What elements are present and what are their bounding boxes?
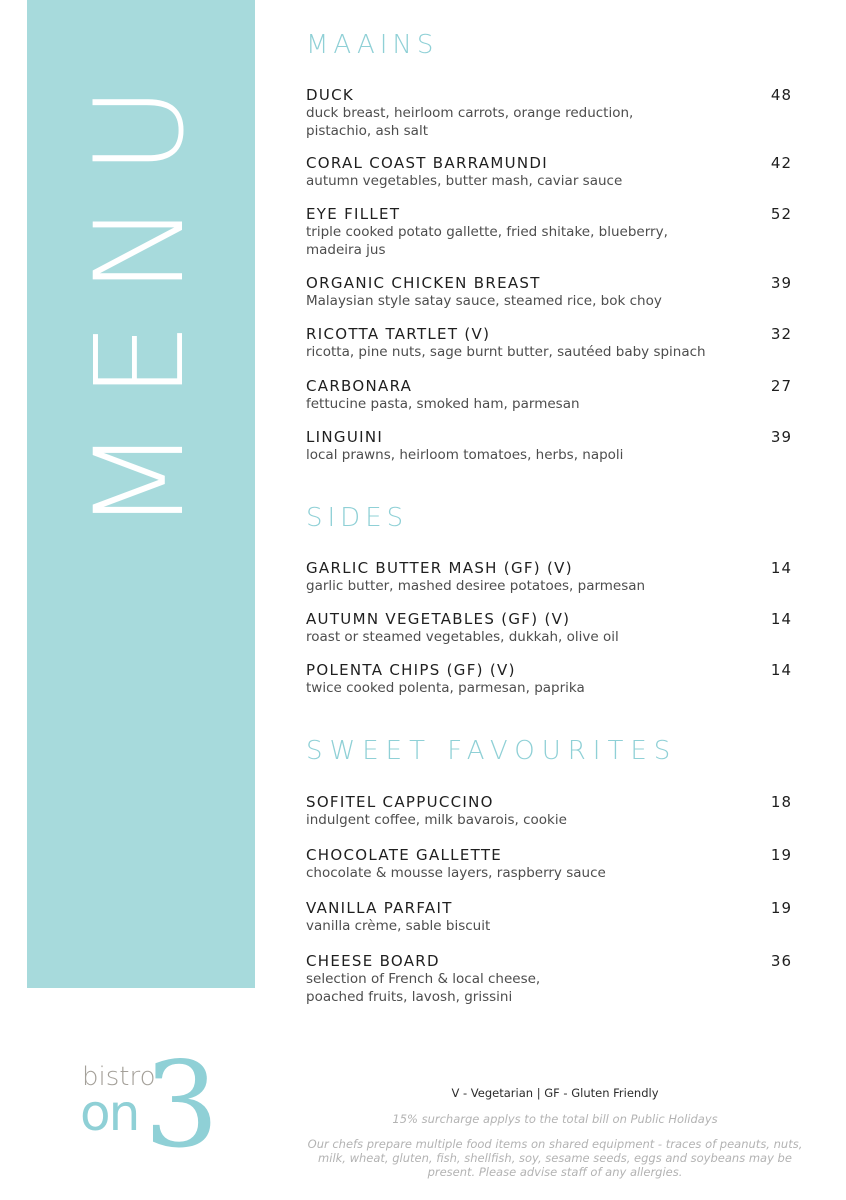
menu-item — [306, 377, 792, 413]
item-desc: duck breast, heirloom carrots, orange reduction, pistachio, ash salt — [306, 105, 634, 139]
item-desc: selection of French & local cheese, poached fruits, lavosh, grissini — [306, 971, 541, 1005]
allergy-note: Our chefs prepare multiple food items on shared equipment - traces of peanuts, nuts, milk, wheat, gluten, fish, shellfish, soy, sesame seeds, eggs and soybeans may be present. Please advise staff of any allergies. — [307, 1137, 803, 1179]
item-price: 19 — [770, 846, 792, 864]
item-name: GARLIC BUTTER MASH (GF) (V) — [306, 559, 573, 577]
item-price: 48 — [770, 86, 792, 104]
item-desc: twice cooked polenta, parmesan, paprika — [306, 680, 585, 696]
menu-item — [306, 428, 792, 464]
menu-item — [306, 86, 792, 140]
item-name: CARBONARA — [306, 377, 413, 395]
item-price: 42 — [770, 154, 792, 172]
item-name: CHEESE BOARD — [306, 952, 440, 970]
menu-item — [306, 899, 792, 935]
menu-item — [306, 846, 792, 882]
item-price: 36 — [770, 952, 792, 970]
bistro-on-3-logo — [80, 1036, 220, 1174]
item-name: VANILLA PARFAIT — [306, 899, 453, 917]
item-name: POLENTA CHIPS (GF) (V) — [306, 661, 516, 679]
item-price: 14 — [770, 559, 792, 577]
menu-item — [306, 793, 792, 829]
item-name: CHOCOLATE GALLETTE — [306, 846, 503, 864]
item-desc: triple cooked potato gallette, fried shitake, blueberry, madeira jus — [306, 224, 668, 258]
item-price: 14 — [770, 661, 792, 679]
item-price: 52 — [770, 205, 792, 223]
menu-vertical-title: MENU — [69, 57, 211, 533]
item-price: 27 — [770, 377, 792, 395]
item-desc: fettucine pasta, smoked ham, parmesan — [306, 396, 580, 412]
item-price: 18 — [770, 793, 792, 811]
dietary-key: V - Vegetarian | GF - Gluten Friendly — [451, 1086, 659, 1100]
item-name: DUCK — [306, 86, 355, 104]
item-desc: roast or steamed vegetables, dukkah, olive oil — [306, 629, 619, 645]
item-price: 39 — [770, 274, 792, 292]
item-desc: Malaysian style satay sauce, steamed rice, bok choy — [306, 293, 662, 309]
item-name: LINGUINI — [306, 428, 384, 446]
item-name: RICOTTA TARTLET (V) — [306, 325, 491, 343]
item-name: CORAL COAST BARRAMUNDI — [306, 154, 548, 172]
item-desc: vanilla crème, sable biscuit — [306, 918, 491, 934]
item-price: 14 — [770, 610, 792, 628]
section-title-mains: MAAINS — [306, 30, 439, 60]
item-desc: chocolate & mousse layers, raspberry sauce — [306, 865, 606, 881]
item-name: SOFITEL CAPPUCCINO — [306, 793, 494, 811]
item-desc: garlic butter, mashed desiree potatoes, parmesan — [306, 578, 646, 594]
logo-word-bistro: bistro — [82, 1062, 156, 1092]
item-price: 19 — [770, 899, 792, 917]
menu-item — [306, 154, 792, 190]
menu-item — [306, 325, 792, 361]
menu-item — [306, 952, 792, 1006]
item-price: 39 — [770, 428, 792, 446]
menu-item — [306, 205, 792, 259]
item-name: ORGANIC CHICKEN BREAST — [306, 274, 541, 292]
item-price: 32 — [770, 325, 792, 343]
item-desc: indulgent coffee, milk bavarois, cookie — [306, 812, 567, 828]
logo-numeral: 3 — [144, 1036, 220, 1174]
item-desc: autumn vegetables, butter mash, caviar sauce — [306, 173, 623, 189]
menu-item — [306, 661, 792, 697]
surcharge-note: 15% surcharge applys to the total bill on Public Holidays — [392, 1112, 718, 1126]
section-title-sweets: SWEET FAVOURITES — [306, 736, 678, 766]
menu-item — [306, 559, 792, 595]
section-title-sides: SIDES — [306, 503, 409, 533]
item-desc: ricotta, pine nuts, sage burnt butter, sautéed baby spinach — [306, 344, 706, 360]
logo-word-on: on — [80, 1084, 139, 1142]
item-desc: local prawns, heirloom tomatoes, herbs, napoli — [306, 447, 624, 463]
menu-item — [306, 274, 792, 310]
item-name: AUTUMN VEGETABLES (GF) (V) — [306, 610, 571, 628]
item-name: EYE FILLET — [306, 205, 401, 223]
menu-item — [306, 610, 792, 646]
